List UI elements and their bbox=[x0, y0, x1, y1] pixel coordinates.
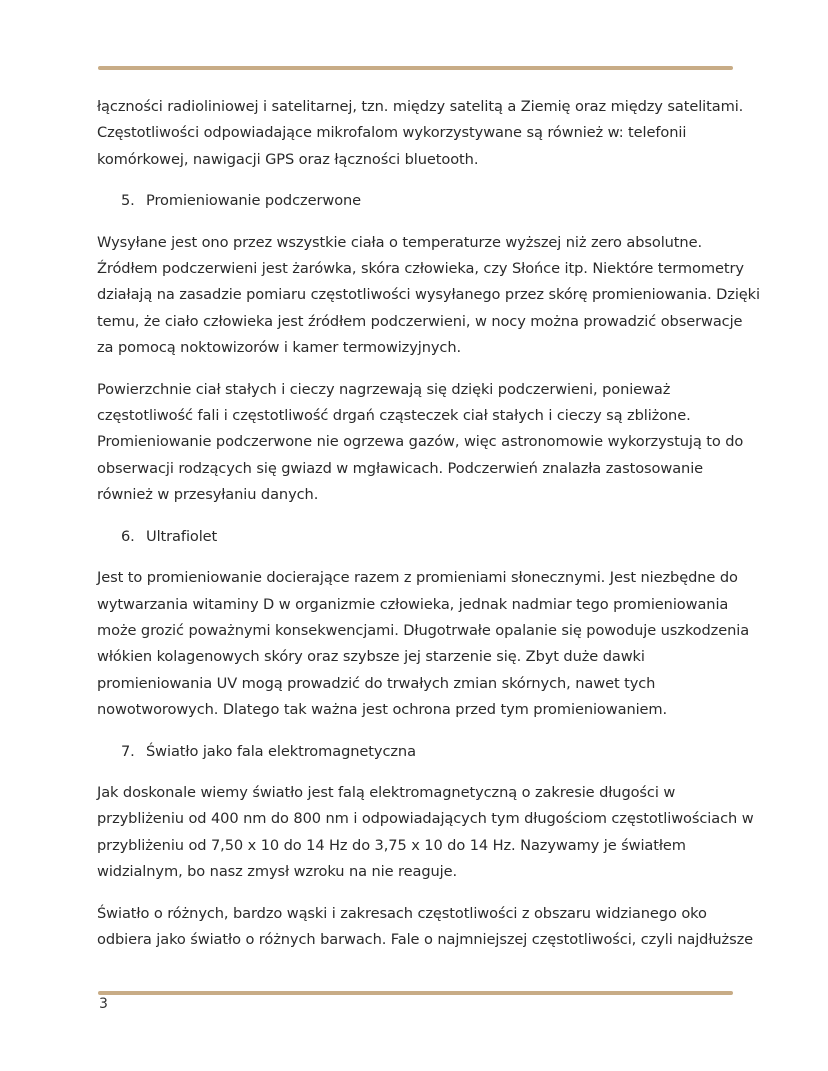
paragraph-infrared-uses bbox=[97, 377, 744, 509]
text-line: Promieniowanie podczerwone nie ogrzewa gazów, więc astronomowie wykorzystują to do bbox=[97, 433, 744, 451]
text-line: temu, że ciało człowieka jest źródłem podczerwieni, w nocy można prowadzić obserwacje bbox=[97, 312, 743, 330]
text-line: obserwacji rodzących się gwiazd w mgławicach. Podczerwień znalazła zastosowanie bbox=[97, 459, 704, 477]
header-divider bbox=[98, 66, 733, 70]
section-title: Ultrafiolet bbox=[146, 527, 218, 545]
text-line: Jak doskonale wiemy światło jest falą elektromagnetyczną o zakresie długości w bbox=[97, 783, 676, 801]
text-line: Powierzchnie ciał stałych i cieczy nagrzewają się dzięki podczerwieni, ponieważ bbox=[97, 380, 671, 398]
text-line: za pomocą noktowizorów i kamer termowizyjnych. bbox=[97, 339, 462, 357]
text-line: widzialnym, bo nasz zmysł wzroku na nie reaguje. bbox=[97, 863, 458, 881]
text-line: Źródłem podczerwieni jest żarówka, skóra człowieka, czy Słońce itp. Niektóre termometry bbox=[97, 260, 744, 278]
section-number: 5. bbox=[121, 192, 135, 210]
section-title: Światło jako fala elektromagnetyczna bbox=[146, 742, 416, 760]
text-line: Częstotliwości odpowiadające mikrofalom wykorzystywane są również w: telefonii bbox=[97, 124, 687, 142]
text-line: Wysyłane jest ono przez wszystkie ciała o temperaturze wyższej niż zero absolutne. bbox=[97, 233, 702, 251]
text-line: wytwarzania witaminy D w organizmie człowieka, jednak nadmiar tego promieniowania bbox=[97, 595, 729, 613]
text-line: przybliżeniu od 400 nm do 800 nm i odpowiadających tym długościom częstotliwościach w bbox=[97, 810, 754, 828]
text-line: częstotliwość fali i częstotliwość drgań cząsteczek ciał stałych i cieczy są zbliżone. bbox=[97, 407, 691, 425]
text-line: odbiera jako światło o różnych barwach. Fale o najmniejszej częstotliwości, czyli najdłuższe bbox=[97, 930, 754, 948]
section-number: 7. bbox=[121, 742, 135, 760]
text-line: przybliżeniu od 7,50 x 10 do 14 Hz do 3,75 x 10 do 14 Hz. Nazywamy je światłem bbox=[97, 836, 686, 854]
section-heading-infrared bbox=[97, 188, 737, 214]
page-number: 3 bbox=[99, 996, 108, 1012]
section-title: Promieniowanie podczerwone bbox=[146, 192, 362, 210]
text-line: włókien kolagenowych skóry oraz szybsze jej starzenie się. Zbyt duże dawki bbox=[97, 648, 645, 666]
section-heading-light bbox=[97, 739, 737, 765]
text-line: Światło o różnych, bardzo wąski i zakresach częstotliwości z obszaru widzianego oko bbox=[97, 904, 707, 922]
text-line: komórkowej, nawigacji GPS oraz łączności bluetooth. bbox=[97, 150, 479, 168]
text-line: również w przesyłaniu danych. bbox=[97, 486, 319, 504]
section-heading-ultraviolet bbox=[97, 524, 737, 550]
text-line: działają na zasadzie pomiaru częstotliwości wysyłanego przez skórę promieniowania. Dzięki bbox=[97, 286, 760, 304]
section-number: 6. bbox=[121, 527, 135, 545]
footer-divider bbox=[98, 991, 733, 995]
text-line: może grozić poważnymi konsekwencjami. Długotrwałe opalanie się powoduje uszkodzenia bbox=[97, 621, 750, 639]
text-line: łączności radioliniowej i satelitarnej, tzn. między satelitą a Ziemię oraz między satelitami. bbox=[97, 98, 744, 115]
text-line: Jest to promieniowanie docierające razem z promieniami słonecznymi. Jest niezbędne do bbox=[97, 569, 738, 587]
text-line: nowotworowych. Dlatego tak ważna jest ochrona przed tym promieniowaniem. bbox=[97, 701, 668, 719]
paragraph-microwaves-continued bbox=[97, 94, 744, 173]
paragraph-infrared-sources bbox=[97, 230, 760, 362]
paragraph-light-colors bbox=[97, 901, 754, 954]
text-line: promieniowania UV mogą prowadzić do trwałych zmian skórnych, nawet tych bbox=[97, 674, 656, 692]
document-body bbox=[97, 94, 760, 968]
paragraph-light-wavelengths bbox=[97, 780, 754, 886]
paragraph-ultraviolet bbox=[97, 565, 750, 723]
